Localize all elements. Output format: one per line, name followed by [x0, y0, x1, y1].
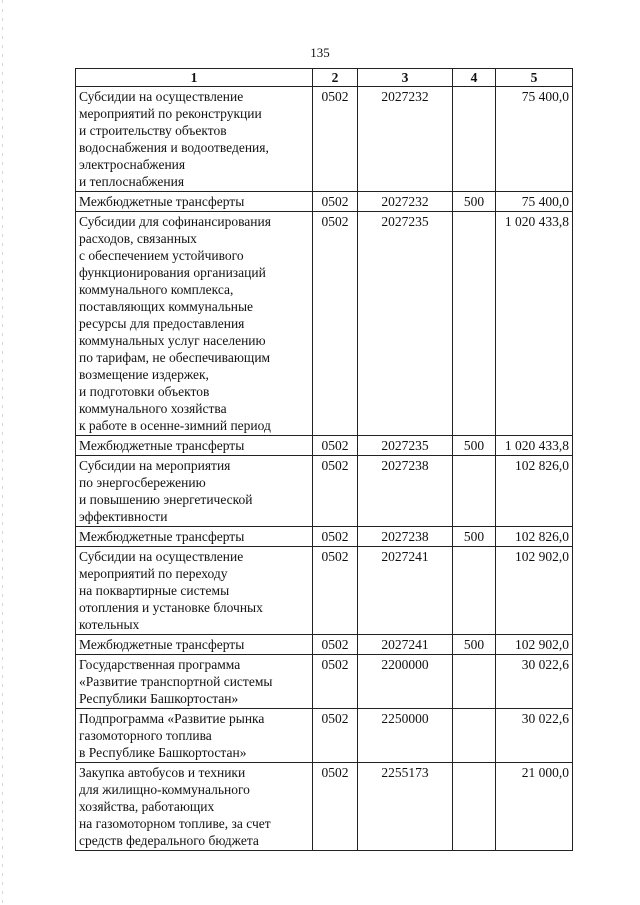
header-col-4: 4 — [453, 69, 496, 87]
row-article: 2255173 — [358, 763, 453, 851]
header-col-5: 5 — [496, 69, 573, 87]
row-sum: 75 400,0 — [496, 87, 573, 192]
header-col-2: 2 — [313, 69, 358, 87]
row-code: 0502 — [313, 547, 358, 635]
row-type — [453, 763, 496, 851]
row-article: 2250000 — [358, 709, 453, 763]
row-code: 0502 — [313, 635, 358, 655]
row-article: 2027241 — [358, 547, 453, 635]
table-row — [76, 527, 573, 547]
row-article: 2200000 — [358, 655, 453, 709]
scan-edge-artifact — [2, 0, 3, 905]
row-type — [453, 456, 496, 527]
row-name: Субсидии на осуществление мероприятий по реконструкции и строительству объектов водоснабжения и водоотведения, электроснабжения и теплоснабжения — [76, 87, 313, 192]
row-name: Субсидии для софинансирования расходов, связанных с обеспечением устойчивого функционирования организаций коммунального комплекса, поставляющих коммунальные ресурсы для предоставления коммунальных услуг населению по тарифам, не обеспечивающим возмещение издержек, и подготовки объектов коммунального хозяйства к работе в осенне-зимний период — [76, 212, 313, 436]
row-name: Государственная программа «Развитие транспортной системы Республики Башкортостан» — [76, 655, 313, 709]
row-sum: 102 902,0 — [496, 547, 573, 635]
row-code: 0502 — [313, 763, 358, 851]
row-name: Закупка автобусов и техники для жилищно-коммунального хозяйства, работающих на газомоторном топливе, за счет средств федерального бюджета — [76, 763, 313, 851]
row-type — [453, 655, 496, 709]
row-code: 0502 — [313, 709, 358, 763]
row-type — [453, 709, 496, 763]
row-sum: 1 020 433,8 — [496, 436, 573, 456]
table-row — [76, 763, 573, 851]
row-code: 0502 — [313, 456, 358, 527]
row-name: Подпрограмма «Развитие рынка газомоторного топлива в Республике Башкортостан» — [76, 709, 313, 763]
row-article: 2027235 — [358, 212, 453, 436]
row-code: 0502 — [313, 212, 358, 436]
row-type — [453, 547, 496, 635]
table-row — [76, 456, 573, 527]
row-name: Межбюджетные трансферты — [76, 192, 313, 212]
table-row — [76, 87, 573, 192]
row-article: 2027241 — [358, 635, 453, 655]
header-col-3: 3 — [358, 69, 453, 87]
row-name: Межбюджетные трансферты — [76, 635, 313, 655]
table-row — [76, 436, 573, 456]
row-article: 2027232 — [358, 87, 453, 192]
table-row — [76, 635, 573, 655]
table-row — [76, 655, 573, 709]
table-header-row — [76, 69, 573, 87]
row-code: 0502 — [313, 655, 358, 709]
table-row — [76, 547, 573, 635]
row-article: 2027235 — [358, 436, 453, 456]
row-name: Межбюджетные трансферты — [76, 436, 313, 456]
row-type: 500 — [453, 436, 496, 456]
row-code: 0502 — [313, 192, 358, 212]
row-sum: 75 400,0 — [496, 192, 573, 212]
row-article: 2027238 — [358, 527, 453, 547]
row-code: 0502 — [313, 87, 358, 192]
row-sum: 21 000,0 — [496, 763, 573, 851]
row-sum: 30 022,6 — [496, 709, 573, 763]
row-sum: 1 020 433,8 — [496, 212, 573, 436]
row-type — [453, 212, 496, 436]
row-sum: 102 826,0 — [496, 456, 573, 527]
row-code: 0502 — [313, 527, 358, 547]
row-sum: 102 826,0 — [496, 527, 573, 547]
table-row — [76, 212, 573, 436]
row-type: 500 — [453, 527, 496, 547]
row-code: 0502 — [313, 436, 358, 456]
table-row — [76, 709, 573, 763]
table-row — [76, 192, 573, 212]
page-number: 135 — [310, 45, 330, 60]
row-article: 2027238 — [358, 456, 453, 527]
row-sum: 102 902,0 — [496, 635, 573, 655]
row-name: Межбюджетные трансферты — [76, 527, 313, 547]
header-col-1: 1 — [76, 69, 313, 87]
budget-table — [75, 68, 573, 851]
row-article: 2027232 — [358, 192, 453, 212]
row-type — [453, 87, 496, 192]
row-name: Субсидии на осуществление мероприятий по переходу на поквартирные системы отопления и установке блочных котельных — [76, 547, 313, 635]
row-type: 500 — [453, 192, 496, 212]
row-name: Субсидии на мероприятия по энергосбережению и повышению энергетической эффективности — [76, 456, 313, 527]
row-sum: 30 022,6 — [496, 655, 573, 709]
row-type: 500 — [453, 635, 496, 655]
